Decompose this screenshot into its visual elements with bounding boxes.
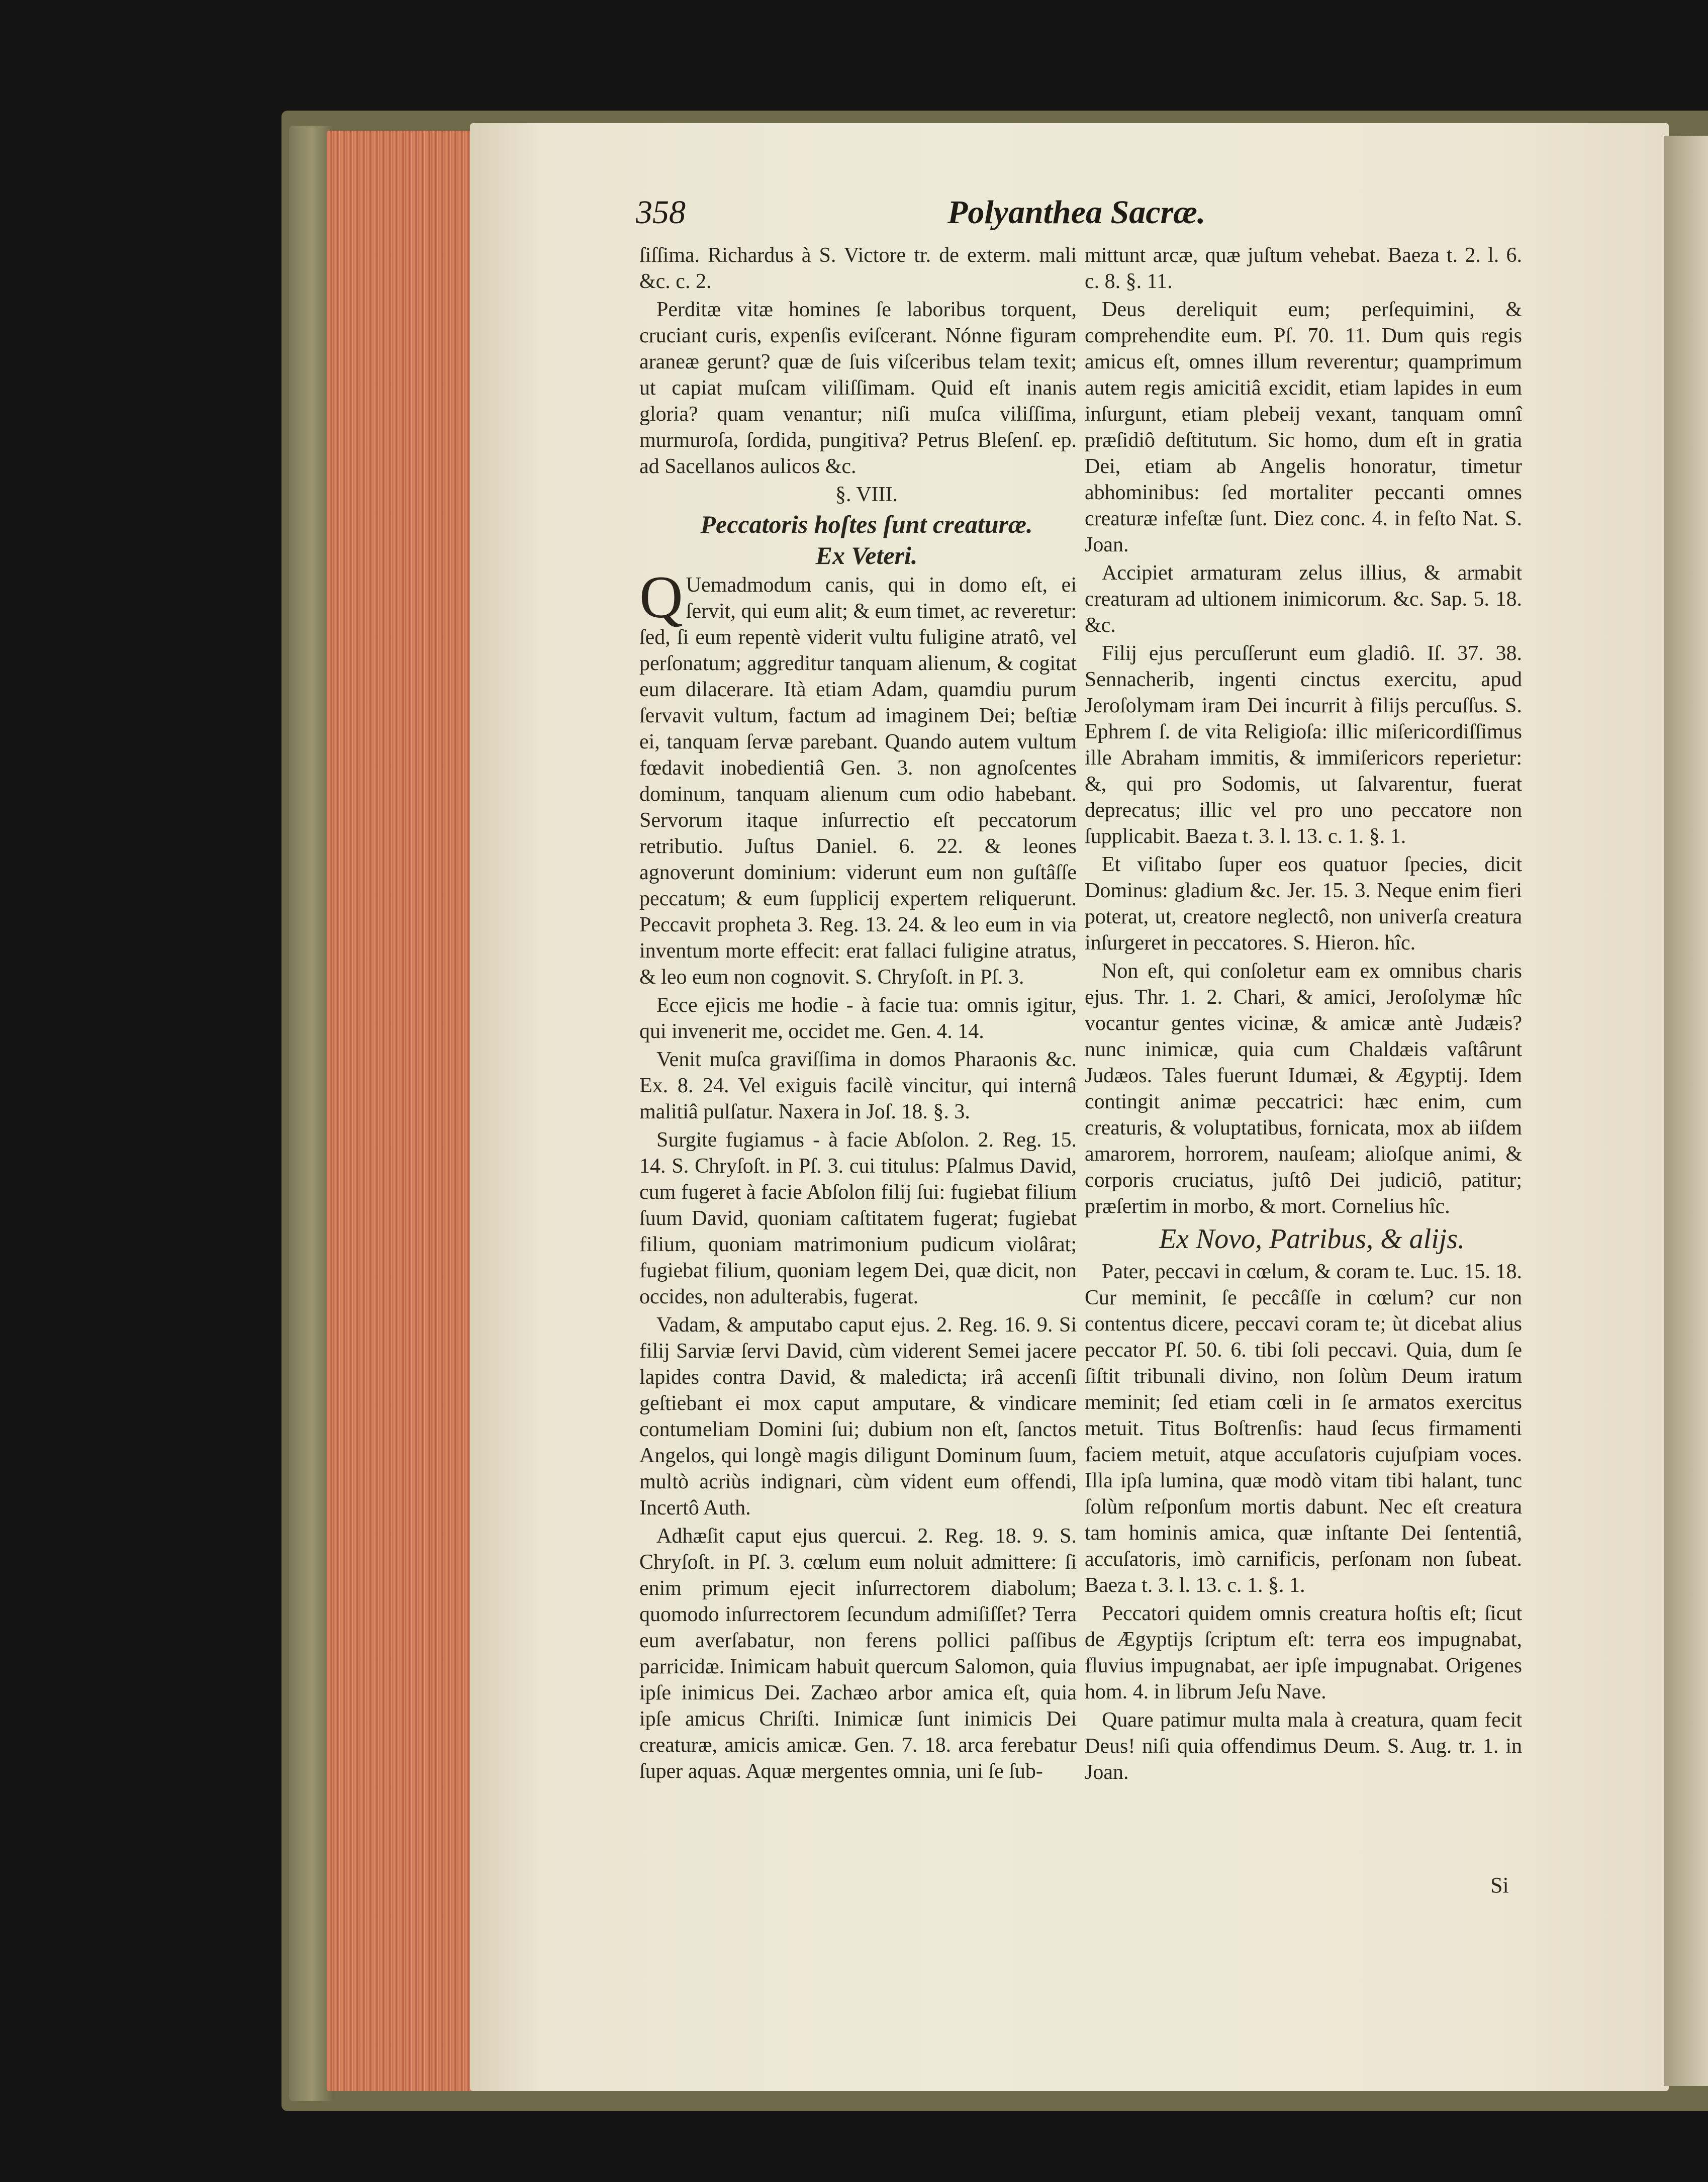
section-heading: Ex Novo, Patribus, & alijs. [1159,1223,1465,1255]
running-title: Polyanthea Sacræ. [947,194,1206,231]
paragraph: Surgite fugiamus - à facie Abſolon. 2. Reg. 15. 14. S. Chryſoſt. in Pſ. 3. cui titulus: Pſalmus David, cum fugeret à facie Abſolon filij ſui: fugiebat filium ſuum David, quoniam caſtitatem fugerat; fugiebat filium, quoniam matrimonium pudicum violârat; fugiebat filium, quoniam legem Dei, quæ dicit, non occides, non adulterabis, fugerat. [639,1128,1077,1308]
paragraph: Vadam, & amputabo caput ejus. 2. Reg. 16. 9. Si filij Sarviæ ſervi David, cùm viderent Semei jacere lapides contra David, & maledicta; irâ accenſi geſtiebant ei mox caput amputare, & vindicare contumeliam Domini ſui; dubium non eſt, ſanctos Angelos, qui longè magis diligunt Dominum ſuum, multò acriùs indignari, cùm vident eum offendi, Incertô Auth. [639,1313,1077,1520]
paragraph: Peccatori quidem omnis creatura hoſtis eſt; ſicut de Ægyptijs ſcriptum eſt: terra eos impugnabat, fluvius impugnabat, aer ipſe impugnabat. Origenes hom. 4. in librum Jeſu Nave. [1085,1602,1522,1703]
section-mark: §. VIII. [835,483,898,506]
page-number: 358 [636,194,686,231]
paragraph: Accipiet armaturam zelus illius, & armabit creaturam ad ultionem inimicorum. &c. Sap. 5. 18. &c. [1085,561,1522,637]
paragraph: Et viſitabo ſuper eos quatuor ſpecies, dicit Dominus: gladium &c. Jer. 15. 3. Neque enim fieri poterat, ut, creatore neglectô, non univerſa creatura inſurgeret in peccatores. S. Hieron. hîc. [1085,853,1522,955]
paragraph: Deus dereliquit eum; perſequimini, & comprehendite eum. Pſ. 70. 11. Dum quis regis amicus eſt, omnes illum reverentur; quamprimum autem regis amicitiâ excidit, etiam lapides in eum inſurgunt, etiam plebeij vexant, tanquam omnî præſidiô deſtitutum. Sic homo, dum eſt in gratia Dei, etiam ab Angelis honoratur, timetur abhominibus: ſed mortaliter peccanti omnes creaturæ infeſtæ ſunt. Diez conc. 4. in feſto Nat. S. Joan. [1085,298,1522,556]
paragraph: mittunt arcæ, quæ juſtum vehebat. Baeza t. 2. l. 6. c. 8. §. 11. [1085,244,1522,293]
paragraph: Non eſt, qui conſoletur eam ex omnibus charis ejus. Thr. 1. 2. Chari, & amici, Jeroſolymæ hîc vocantur gentes vicinæ, & amicæ antè Judæis? nunc inimicæ, quia cum Chaldæis vaſtârunt Judæos. Tales fuerunt Idumæi, & Ægyptij. Idem contingit animæ peccatrici: hæc enim, cum creaturis, & voluptatibus, fornicata, mox ab iiſdem amarorem, horrorem, nauſeam; alioſque animi, & corporis cruciatus, juſtô Dei judiciô, patitur; præſertim in morbo, & mort. Cornelius hîc. [1085,960,1522,1218]
section-heading: Peccatoris hoſtes ſunt creaturæ. [700,510,1033,538]
paragraph: Quare patimur multa mala à creatura, quam fecit Deus! niſi quia offendimus Deum. S. Aug. tr. 1. in Joan. [1085,1709,1522,1784]
paragraph: Filij ejus percuſſerunt eum gladiô. Iſ. 37. 38. Sennacherib, ingenti cinctus exercitu, apud Jeroſolymam iram Dei incurrit à filijs percuſſus. S. Ephrem ſ. de vita Religioſa: illic miſericordiſſimus ille Abraham immitis, & immiſericors reperietur: &, qui pro Sodomis, ut ſalvarentur, fuerat deprecatus; illic vel pro uno peccatore non ſupplicabit. Baeza t. 3. l. 13. c. 1. §. 1. [1085,642,1522,848]
paragraph: Perditæ vitæ homines ſe laboribus torquent, cruciant curis, expenſis eviſcerant. Nónne figuram araneæ gerunt? quæ de ſuis viſceribus telam texit; ut capiat muſcam viliſſimam. Quid eſt inanis gloria? quam venantur; niſi muſca viliſſima, murmuroſa, ſordida, pungitiva? Petrus Bleſenſ. ep. ad Sacellanos aulicos &c. [639,298,1077,478]
facing-page-edge [1664,136,1708,2086]
paragraph: Pater, peccavi in cœlum, & coram te. Luc. 15. 18. Cur meminit, ſe peccâſſe in cœlum? cur non contentus dicere, peccavi coram te; ùt dicebat alius peccator Pſ. 50. 6. tibi ſoli peccavi. Quia, dum ſe ſiſtit tribunali divino, non ſolùm Deum iratum meminit; ſed etiam cœli in ſe armatos exercitus metuit. Titus Boſtrenſis: haud ſecus firmamenti faciem metuit, atque accuſatoris cujuſpiam voces. Illa ipſa lumina, quæ modò vitam tibi halant, tunc ſolùm reſponſum mortis dabunt. Nec eſt creatura tam hominis amica, quæ inſtante Dei ſententiâ, accuſatoris, imò carnificis, perſonam non ſubeat. Baeza t. 3. l. 13. c. 1. §. 1. [1085,1260,1522,1597]
left-column [639,242,1077,1786]
catchword: Si [1490,1873,1509,1898]
paragraph: QUemadmodum canis, qui in domo eſt, ei ſervit, qui eum alit; & eum timet, ac reveretur: ſed, ſi eum repentè viderit vultu fuligine atratô, vel perſonatum; aggreditur tanquam alienum, & cogitat eum dilacerare. Ità etiam Adam, quamdiu purum ſervavit vultum, factum ad imaginem Dei; beſtiæ ei, tanquam ſervæ parebant. Quando autem vultum fœdavit inobedientiâ Gen. 3. non agnoſcentes dominum, tanquam alienum cum odio habebant. Servorum itaque inſurrectio eſt peccatorum retributio. Juſtus Daniel. 6. 22. & leones agnoverunt dominium: viderunt eum non guſtâſſe peccatum; & eum ſupplicij expertem reliquerunt. Peccavit propheta 3. Reg. 13. 24. & leo eum in via inventum morte effecit: erat fallaci fuligine atratus, & leo eum non cognovit. S. Chryſoſt. in Pſ. 3. [639,563,1077,989]
page-edges [327,131,478,2091]
paragraph: Adhæſit caput ejus quercui. 2. Reg. 18. 9. S. Chryſoſt. in Pſ. 3. cœlum eum noluit admittere: ſi enim primum ejecit inſurrectorem diabolum; quomodo inſurrectorem ſecundum admiſiſſet? Terra eum averſabatur, non ferens pollici paſſibus parricidæ. Inimicam habuit quercum Salomon, quia ipſe inimicus Dei. Zachæo arbor amica eſt, quia ipſe amicus Chriſti. Inimicæ ſunt inimicis Dei creaturæ, amicis amicæ. Gen. 7. 18. arca ferebatur ſuper aquas. Aquæ mergentes omnia, uni ſe ſub- [639,1525,1077,1783]
paragraph: Ecce ejicis me hodie - à facie tua: omnis igitur, qui invenerit me, occidet me. Gen. 4. 14. [639,994,1077,1043]
paragraph: Venit muſca graviſſima in domos Pharaonis &c. Ex. 8. 24. Vel exiguis facilè vincitur, qui internâ malitiâ pulſatur. Naxera in Joſ. 18. §. 3. [639,1048,1077,1123]
right-column [1085,242,1522,1787]
paragraph: ſiſſima. Richardus à S. Victore tr. de exterm. mali &c. c. 2. [639,244,1077,293]
page-header [636,194,1571,234]
section-subheading: Ex Veteri. [815,541,918,570]
